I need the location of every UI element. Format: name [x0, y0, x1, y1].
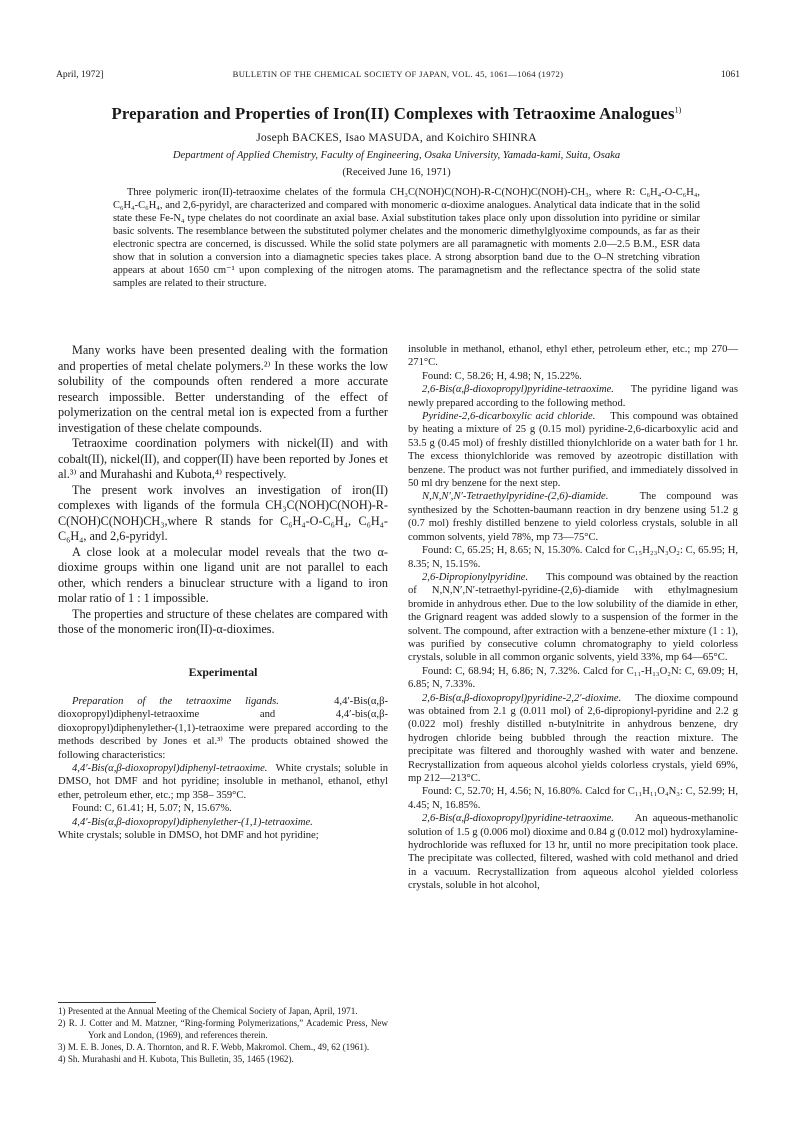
footnote-4: 4) Sh. Murahashi and H. Kubota, This Bulletin, 35, 1465 (1962).: [58, 1053, 294, 1064]
intro-paragraph-3: The present work involves an investigation of iron(II) complexes with ligands of the formula CH₃C(NOH)C(NOH)-R-C(NOH)C(NOH)CH₃,where R stands for C₆H₄-O-C₆H₄, C₆H₄-C₆H₄, and 2,6-pyridyl.: [58, 482, 388, 543]
compound-1-heading: 4,4′-Bis(α,β-dioxopropyl)diphenyl-tetraoxime.: [72, 762, 268, 774]
journal-citation: BULLETIN OF THE CHEMICAL SOCIETY OF JAPAN, VOL. 45, 1061—1064 (1972): [232, 69, 564, 79]
intro-paragraph-4: A close look at a molecular model reveals that the two α-dioxime groups within one ligand unit are not parallel to each other, which renders a binuclear structure with a ligand to iron molar ratio of 1 : 1 impossible.: [58, 544, 388, 605]
r-analysis-8: Found: C, 68.94; H, 6.86; N, 7.32%. Calcd for C₁₁-H₁₃O₂N: C, 69.09; H, 6.85; N, 7.33%.: [408, 665, 738, 691]
section-heading-experimental: Experimental: [188, 664, 258, 679]
intro-paragraph-1: Many works have been presented dealing with the formation and properties of metal chelate polymers.²⁾ In these works the low solubility of the compounds often rendered a more accurate research impossible. Better understanding of the effect of polymerization on the central metal ion is expected from a further investigation of these chelate compounds.: [58, 343, 388, 435]
r7-text: This compound was obtained by the reaction of N,N,N′,N′-tetraethyl-pyridine-(2,6)-diamide with ethylmagnesium bromide in anhydrous ether. Due to the low solubility of the diamide in ether, the Grignard reagent was added slowly to a suspension of the former in the solvent. The compound, after extraction with a benzene-ether mixture (1 : 1), was purified by consecutive column chromatography to yield colorless crystals, soluble in all common organic solvents, yield 33%, mp 64—65°C.: [408, 571, 738, 664]
received-date: (Received June 16, 1971): [342, 167, 451, 178]
prep-paragraph: [58, 695, 388, 762]
r-analysis-10: Found: C, 52.70; H, 4.56; N, 16.80%. Calcd for C₁₁H₁₁O₄N₃: C, 52.99; H, 4.45; N, 16.85%.: [408, 786, 738, 811]
footnote-1: 1) Presented at the Annual Meeting of the Chemical Society of Japan, April, 1971.: [58, 1006, 358, 1016]
compound-1-paragraph: [58, 762, 388, 802]
r-paragraph-9: [408, 692, 738, 786]
r-paragraph-4: [408, 410, 738, 490]
compound-2-text: White crystals; soluble in DMSO, hot DMF and hot pyridine;: [58, 829, 319, 841]
r-paragraph-1: insoluble in methanol, ethanol, ethyl ether, petroleum ether, etc.; mp 270—271°C.: [408, 344, 738, 369]
r-paragraph-5: [408, 490, 738, 544]
r4-heading: Pyridine-2,6-dicarboxylic acid chloride.: [422, 411, 596, 423]
prep-text: 4,4′-Bis(α,β-dioxopropyl)diphenyl-tetraoxime and 4,4′-bis(α,β-dioxopropyl)diphenylether-(1,1)-tetraoxime were prepared according to the methods described by Jones et al.³⁾ The products obtained showed the following characteristics:: [58, 695, 388, 761]
r9-text: The dioxime compound was obtained from 2.1 g (0.011 mol) of 2,6-dipropionyl-pyridine and 2.2 g (0.022 mol) freshly distilled n-butylnitrite in anhydrous benzene, dry hydrogen chloride being bubbled through the reaction mixture. The precipitate was filtered and thoroughly washed with water and benzene. Recrystallization from aqueous alcohol yields colorless crystals, yield 69%, mp 212—213°C.: [408, 692, 739, 784]
left-column: [58, 343, 388, 842]
r-analysis-6: Found: C, 65.25; H, 8.65; N, 15.30%. Calcd for C₁₅H₂₃N₃O₂: C, 65.95; H, 8.35; N, 15.15%.: [408, 545, 738, 570]
footnote-3: 3) M. E. B. Jones, D. A. Thornton, and R. F. Webb, Makromol. Chem., 49, 62 (1961).: [58, 1041, 370, 1052]
r7-heading: 2,6-Dipropionylpyridine.: [422, 571, 529, 583]
page-number: 1061: [720, 69, 740, 80]
r5-heading: N,N,N′,N′-Tetraethylpyridine-(2,6)-diamide.: [422, 491, 609, 503]
prep-heading: Preparation of the tetraoxime ligands.: [72, 695, 279, 707]
footnote-2: 2) R. J. Cotter and M. Matzner, “Ring-forming Polymerizations,” Academic Press, New York and London, (1969), and references therein.: [58, 1018, 388, 1040]
intro-paragraph-5: The properties and structure of these chelates are compared with those of the monomeric iron(II)-α-dioximes.: [58, 606, 388, 636]
compound-2-heading: 4,4′-Bis(α,β-dioxopropyl)diphenylether-(1,1)-tetraoxime.: [72, 816, 313, 828]
r11-text: An aqueous-methanolic solution of 1.5 g (0.006 mol) dioxime and 0.84 g (0.012 mol) hydroxylamine-hydrochloride was refluxed for 13 hr, until no more precipitation took place. The precipitate was collected, filtered, washed with cold methanol and dried in a vacuum. Recrystallization from aqueous alcohol yielded colorless crystals, soluble in hot alcohol,: [408, 813, 739, 892]
r3-text: The pyridine ligand was newly prepared according to the following method.: [408, 384, 738, 409]
authors: Joseph BACKES, Isao MASUDA, and Koichiro SHINRA: [256, 131, 537, 144]
abstract: Three polymeric iron(II)-tetraoxime chelates of the formula CH₃C(NOH)C(NOH)-R-C(NOH)C(NOH)-CH₃, where R: C₆H₄-O-C₆H₄, C₆H₄-C₆H₄, and 2,6-pyridyl, are characterized and compared with monomeric α-dioxime analogues. Analytical data indicate that in the solid state these Fe-N₄ type chelates do not coordinate an axial base. Axial substitution takes place only upon dissolution into pyridine or similar basic solvents. The resemblance between the substituted polymer chelates and the monomeric dimethylglyoxime compounds, as far as their electronic spectra are concerned, is discussed. While the solid state polymers are all paramagnetic with moments 2.0—2.5 B.M., ESR data show that in solution a conversion into a diamagnetic species takes place. A strong absorption band due to the O–N stretching vibration appears at about 1650 cm⁻¹ upon complexing of the nitrogen atoms. The paramagnetism and the reflectance spectra of the solid state samples are related to their structure.: [113, 187, 700, 290]
r4-text: This compound was obtained by heating a mixture of 25 g (0.15 mol) pyridine-2,6-dicarboxylic acid and 53.5 g (0.45 mol) of freshly distilled thionylchloride on a water bath for 1 hr. The excess thionylchloride was removed by azeotropic distillation with benzene. The product was not further purified, and immediately dissolved in 50 ml dry benzene for the next step.: [408, 411, 738, 490]
r11-heading: 2,6-Bis(α,β-dioxopropyl)pyridine-tetraoxime.: [422, 813, 614, 825]
compound-1-found: Found: C, 61.41; H, 5.07; N, 15.67%.: [72, 803, 232, 815]
intro-section: [58, 343, 388, 638]
r-found-1: Found: C, 58.26; H, 4.98; N, 15.22%.: [422, 370, 582, 382]
footnotes: [58, 1006, 388, 1066]
intro-paragraph-2: Tetraoxime coordination polymers with nickel(II) and with cobalt(II), nickel(II), and copper(II) have been reported by Jones et al.³⁾ and Murahashi and Kubota,⁴⁾ respectively.: [58, 436, 388, 481]
r-paragraph-3: [408, 383, 738, 410]
compound-1-text: White crystals; soluble in DMSO, hot DMF and hot pyridine; insoluble in methanol, ethanol, ethyl ether, petroleum ether, etc.; mp 358– 359°C.: [58, 762, 388, 801]
affiliation: Department of Applied Chemistry, Faculty of Engineering, Osaka University, Yamada-kami, Suita, Osaka: [172, 150, 621, 161]
r-paragraph-11: [408, 812, 738, 892]
r3-heading: 2,6-Bis(α,β-dioxopropyl)pyridine-tetraoxime.: [422, 384, 614, 396]
title-text: Preparation and Properties of Iron(II) Complexes with Tetraoxime Analogues: [111, 104, 675, 123]
r-paragraph-7: [408, 571, 738, 665]
right-column: [408, 343, 738, 893]
running-header: [56, 69, 740, 83]
footnote-rule: [58, 1002, 156, 1003]
issue-date: April, 1972]: [56, 69, 104, 80]
r9-heading: 2,6-Bis(α,β-dioxopropyl)pyridine-2,2′-dioxime.: [422, 692, 622, 704]
title-footnote-marker: 1): [674, 105, 682, 115]
article-title: [40, 104, 753, 124]
r5-text: The compound was synthesized by the Schotten-baumann reaction in dry benzene using 51.2 g (0.7 mol) freshly distilled benzene to yield colorless crystals, soluble in all common solvents, yield 78%, mp 73—75°C.: [408, 491, 739, 543]
